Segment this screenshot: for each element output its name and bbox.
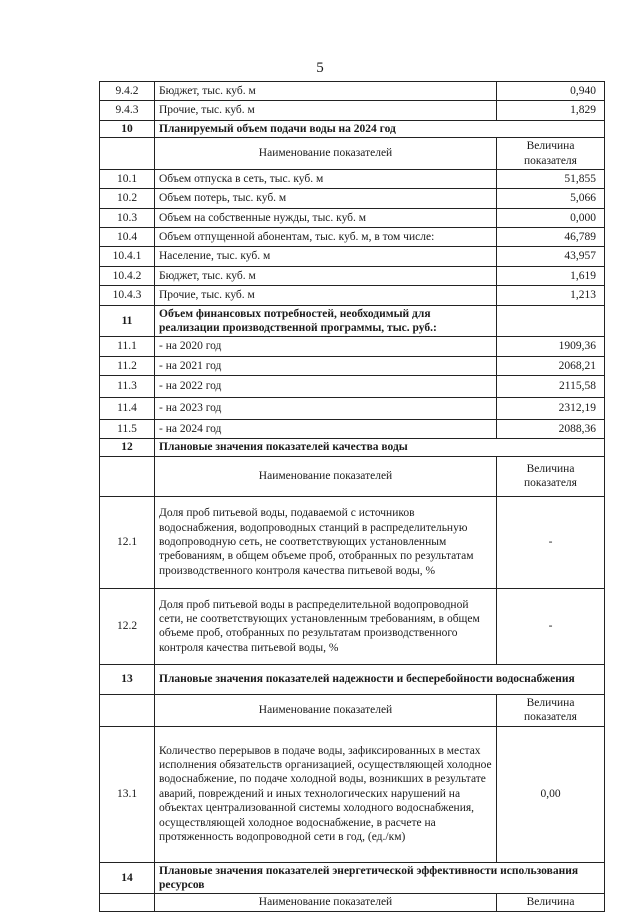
section-row <box>100 439 605 456</box>
column-header-row <box>100 694 605 726</box>
section-title: Плановые значения показателей надежности и бесперебойности водоснабжения <box>155 664 605 694</box>
column-header-name: Наименование показателей <box>155 694 497 726</box>
row-value: 1909,36 <box>497 337 605 356</box>
table-row <box>100 376 605 398</box>
row-name: Бюджет, тыс. куб. м <box>155 82 497 101</box>
table-row <box>100 169 605 188</box>
section-number: 14 <box>100 862 155 894</box>
section-title: Плановые значения показателей энергетической эффективности использования ресурсов <box>155 862 605 894</box>
row-number: 9.4.3 <box>100 101 155 120</box>
section-number: 10 <box>100 120 155 137</box>
row-number: 11.3 <box>100 376 155 398</box>
row-value: 5,066 <box>497 189 605 208</box>
table-row <box>100 247 605 266</box>
column-header-value: Величина показателя <box>497 138 605 170</box>
column-header-name: Наименование показателей <box>155 456 497 496</box>
row-name: Количество перерывов в подаче воды, зафиксированных в местах исполнения обязательств организацией, осуществляющей холодное водоснабжение, по подаче холодной воды, возникших в результате аварий, повреждений и иных технологических нарушений на объектах централизованной системы холодного водоснабжения, осуществляющей холодное водоснабжение, в расчете на протяженность водопроводной сети в год, (ед./км) <box>155 726 497 862</box>
table-row <box>100 588 605 664</box>
row-number: 11.5 <box>100 420 155 439</box>
table-row <box>100 420 605 439</box>
row-value: 46,789 <box>497 228 605 247</box>
row-value: 0,000 <box>497 208 605 227</box>
row-value: 0,940 <box>497 82 605 101</box>
column-header-value: Величина <box>497 894 605 911</box>
section-number: 11 <box>100 305 155 337</box>
row-name: Прочие, тыс. куб. м <box>155 101 497 120</box>
row-value: 1,213 <box>497 286 605 305</box>
row-number: 11.2 <box>100 356 155 375</box>
row-number: 10.3 <box>100 208 155 227</box>
row-name: Доля проб питьевой воды в распределительной водопроводной сети, не соответствующих установленным требованиям, в общем объеме проб, отобранных по результатам производственного контроля качества питьевой воды, % <box>155 588 497 664</box>
row-value: 51,855 <box>497 169 605 188</box>
section-row <box>100 305 605 337</box>
table-row <box>100 101 605 120</box>
row-number: 10.4.1 <box>100 247 155 266</box>
row-value: 0,00 <box>497 726 605 862</box>
row-value: 2088,36 <box>497 420 605 439</box>
row-number: 10.2 <box>100 189 155 208</box>
section-title: Планируемый объем подачи воды на 2024 год <box>155 120 605 137</box>
table-row <box>100 228 605 247</box>
column-header-name: Наименование показателей <box>155 138 497 170</box>
row-name: - на 2024 год <box>155 420 497 439</box>
row-number: 13.1 <box>100 726 155 862</box>
table-row <box>100 286 605 305</box>
row-number: 10.1 <box>100 169 155 188</box>
row-number: 11.1 <box>100 337 155 356</box>
column-header-row <box>100 138 605 170</box>
row-value: 2115,58 <box>497 376 605 398</box>
table-row <box>100 337 605 356</box>
row-value: - <box>497 496 605 588</box>
section-number: 13 <box>100 664 155 694</box>
row-number: 10.4 <box>100 228 155 247</box>
data-table <box>99 81 605 912</box>
row-number: 12.1 <box>100 496 155 588</box>
table-row <box>100 496 605 588</box>
table-row <box>100 208 605 227</box>
column-header-row <box>100 456 605 496</box>
empty-number-cell <box>100 894 155 911</box>
column-header-value: Величина показателя <box>497 456 605 496</box>
section-row <box>100 120 605 137</box>
row-value: 1,829 <box>497 101 605 120</box>
section-row <box>100 664 605 694</box>
row-number: 10.4.2 <box>100 266 155 285</box>
empty-number-cell <box>100 456 155 496</box>
row-name: - на 2021 год <box>155 356 497 375</box>
empty-number-cell <box>100 138 155 170</box>
table-row <box>100 398 605 420</box>
row-name: Объем отпущенной абонентам, тыс. куб. м, в том числе: <box>155 228 497 247</box>
empty-number-cell <box>100 694 155 726</box>
row-name: Население, тыс. куб. м <box>155 247 497 266</box>
row-number: 9.4.2 <box>100 82 155 101</box>
row-name: Доля проб питьевой воды, подаваемой с источников водоснабжения, водопроводных станций в распределительную водопроводную сеть, не соответствующих установленным требованиям, в общем объеме проб, отобранных по результатам производственного контроля качества питьевой воды, % <box>155 496 497 588</box>
column-header-row <box>100 894 605 911</box>
section-number: 12 <box>100 439 155 456</box>
table-row <box>100 189 605 208</box>
row-name: Прочие, тыс. куб. м <box>155 286 497 305</box>
table-row <box>100 82 605 101</box>
row-value: 2068,21 <box>497 356 605 375</box>
row-number: 12.2 <box>100 588 155 664</box>
row-value: 1,619 <box>497 266 605 285</box>
empty-value-cell <box>497 305 605 337</box>
row-name: - на 2020 год <box>155 337 497 356</box>
section-title: Плановые значения показателей качества воды <box>155 439 605 456</box>
table-row <box>100 356 605 375</box>
row-name: Бюджет, тыс. куб. м <box>155 266 497 285</box>
column-header-name: Наименование показателей <box>155 894 497 911</box>
row-number: 11.4 <box>100 398 155 420</box>
section-row <box>100 862 605 894</box>
section-title: Объем финансовых потребностей, необходимый для реализации производственной программы, тыс. руб.: <box>155 305 497 337</box>
table-row <box>100 726 605 862</box>
table-row <box>100 266 605 285</box>
row-number: 10.4.3 <box>100 286 155 305</box>
column-header-value: Величина показателя <box>497 694 605 726</box>
row-value: 2312,19 <box>497 398 605 420</box>
row-name: Объем отпуска в сеть, тыс. куб. м <box>155 169 497 188</box>
row-value: - <box>497 588 605 664</box>
row-name: - на 2023 год <box>155 398 497 420</box>
row-name: Объем на собственные нужды, тыс. куб. м <box>155 208 497 227</box>
row-name: Объем потерь, тыс. куб. м <box>155 189 497 208</box>
page-number: 5 <box>316 60 324 76</box>
row-name: - на 2022 год <box>155 376 497 398</box>
row-value: 43,957 <box>497 247 605 266</box>
